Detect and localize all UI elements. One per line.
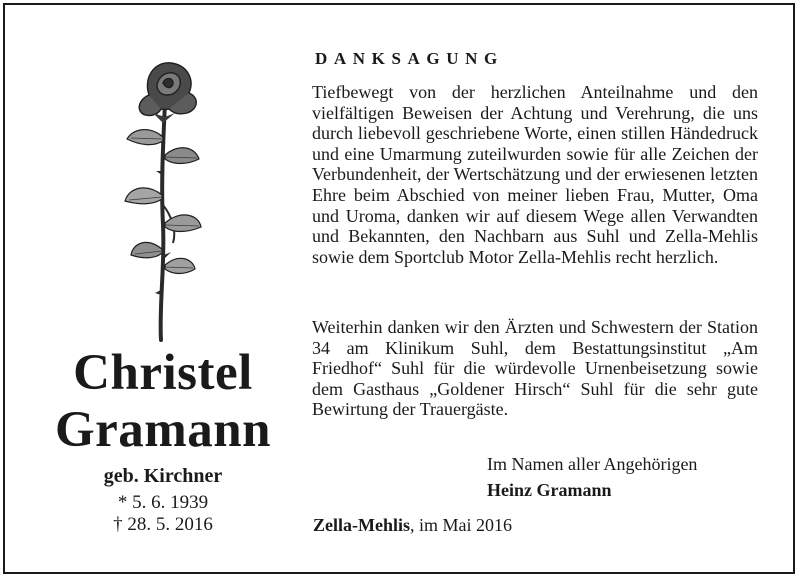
signature-intro: Im Namen aller Angehörigen [487,454,698,474]
life-dates [29,492,297,536]
notice-date: , im Mai 2016 [410,515,512,535]
death-date: † 28. 5. 2016 [113,514,213,535]
rose-icon [113,55,213,345]
notice-title: DANKSAGUNG [315,49,504,68]
place: Zella-Mehlis [313,515,410,535]
deceased-first-name: Christel [73,345,253,401]
thanks-paragraph-1: Tiefbewegt von der herzlichen Anteilnahme und den vielfältigen Beweisen der Achtung und Verehrung, die uns durch liebevoll geschriebene Worte, einen stillen Händedruck und eine Umarmung zuteilwurden sowie für alle Zeichen der Verbundenheit, der Wertschätzung und der erwiesenen letzten Ehre beim Abschied von meiner lieben Frau, Mutter, Oma und Uroma, danken wir auf diesem Wege allen Verwandten und Bekannten, den Nachbarn aus Suhl und Zella-Mehlis sowie dem Sportclub Motor Zella-Mehlis recht herzlich. [312,82,758,267]
place-date-line [313,515,512,536]
obituary-frame [3,3,795,574]
deceased-last-name: Gramann [54,402,272,458]
birth-date: * 5. 6. 1939 [117,492,209,513]
thanks-paragraph-2: Weiterhin danken wir den Ärzten und Schwestern der Station 34 am Klinikum Suhl, dem Bestattungsinstitut „Am Friedhof“ Suhl für die würdevolle Urnenbeisetzung sowie dem Gasthaus „Goldener Hirsch“ Suhl für die sehr gute Bewirtung der Trauergäste. [312,317,758,420]
signer-name: Heinz Gramann [487,480,612,500]
birth-name: geb. Kirchner [103,465,223,487]
